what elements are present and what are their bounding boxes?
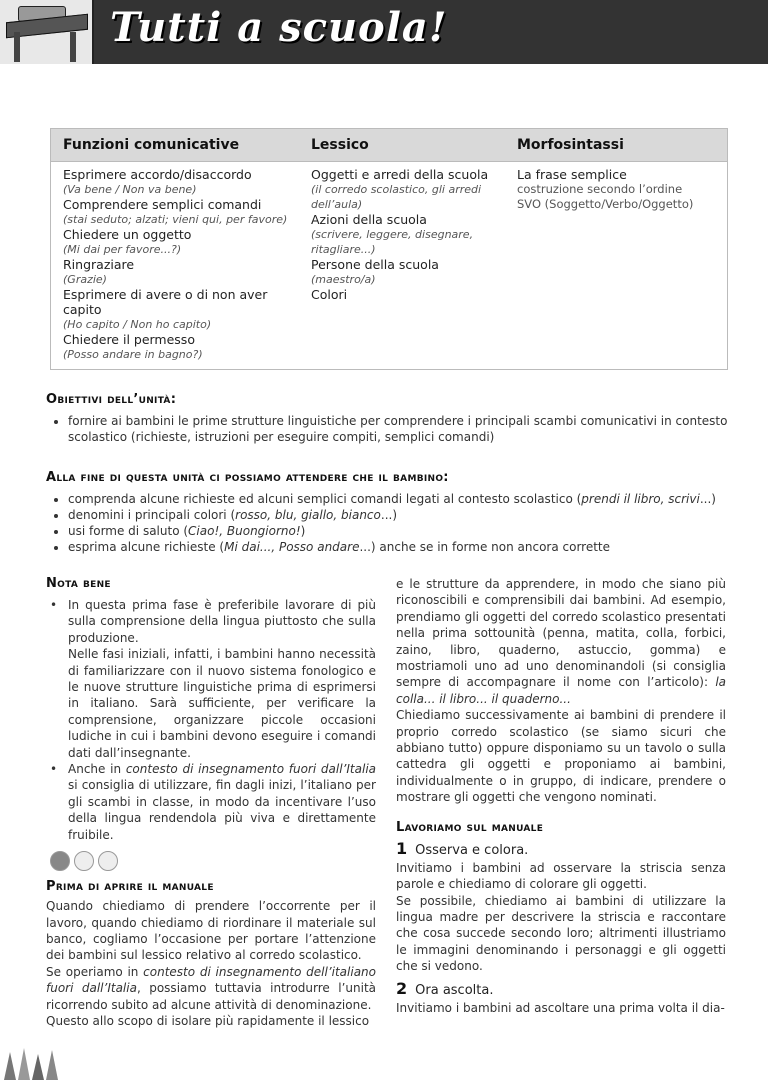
table-item-example: (Ho capito / Non ho capito) (63, 318, 212, 331)
column-heading: Morfosintassi (517, 137, 624, 153)
right-paragraph: Chiediamo successivamente ai bambini di prendere il proprio corredo scolastico (se siamo sicuri che abbiano tutto) oppure disponiamo su un tavolo o sulla cattedra gli oggetti e proponiamo ai bambini, individualmente o in gruppo, di indicare, prendere o mostrare gli oggetti che vengono nominati. (396, 708, 726, 805)
table-item-example: (scrivere, leggere, disegnare, ritagliare...) (311, 228, 474, 256)
nota-paragraph: • Anche in contesto di insegnamento fuori dall’Italia si consiglia di utilizzare, fin dagli inizi, l’italiano per gli scambi in classe, in modo da incentivare l’uso della lingua rendendola più viva e direttamente fruibile. (50, 762, 377, 842)
column-lessico (311, 129, 501, 302)
morfo-line: costruzione secondo l’ordine (517, 182, 683, 196)
circle-icon (74, 851, 94, 871)
page-title: Tutti a scuola! (110, 4, 448, 51)
table-item: Chiedere un oggetto (63, 227, 192, 242)
list-item: • fornire ai bambini le prime strutture linguistiche per comprendere i principali scambi comunicativi in contesto scolastico (richieste, istruzioni per eseguire compiti, semplici comandi) (68, 413, 736, 445)
column-funzioni (63, 129, 301, 362)
table-item: Comprendere semplici comandi (63, 197, 262, 212)
obiettivi-section (46, 392, 736, 445)
list-item: • usi forme di saluto (Ciao!, Buongiorno!) (68, 523, 736, 539)
list-item: • esprima alcune richieste (Mi dai..., Posso andare...) anche se in forme non ancora corrette (68, 539, 736, 555)
table-item: Ringraziare (63, 257, 135, 272)
table-item-example: (Va bene / Non va bene) (63, 183, 197, 196)
section-heading: Lavoriamo sul manuale (396, 819, 544, 835)
table-item: Esprimere accordo/disaccordo (63, 167, 252, 182)
prima-paragraph: Questo allo scopo di isolare più rapidamente il lessico (46, 1013, 370, 1028)
section-heading: Prima di aprire il manuale (46, 879, 214, 895)
activity-paragraph: Invitiamo i bambini ad ascoltare una prima volta il dia- (396, 1000, 725, 1015)
prima-paragraph: Quando chiediamo di prendere l’occorrente per il lavoro, quando chiediamo di riordinare il materiale sul banco, cogliamo l’occasione per portare l’attenzione dei bambini sul lessico relativo al corredo scolastico. (46, 899, 376, 963)
page-header (0, 0, 768, 64)
fine-section (46, 470, 736, 555)
activity-1: 1 Osserva e colora. (396, 838, 529, 858)
prima-paragraph: Se operiamo in contesto di insegnamento dell’italiano fuori dall’Italia, possiamo tuttavia introdurre l’unità ricorrendo subito ad alcune attività di denominazione. (46, 964, 377, 1012)
table-item-example: (il corredo scolastico, gli arredi dell’aula) (311, 183, 482, 211)
table-item: Colori (311, 287, 348, 302)
right-paragraph: e le strutture da apprendere, in modo che siano più riconoscibili e comprensibili dai bambini. Ad esempio, prendiamo gli oggetti del corredo scolastico presentati nella prima sottounità (penna, matita, colla, forbici, zaino, libro, quaderno, astuccio, gomma) e mostriamoli uno ad uno denominandoli (si consiglia sempre di accompagnare il nome con l’articolo): la colla... il libro... il quaderno... (396, 577, 726, 706)
nota-paragraph: • In questa prima fase è preferibile lavorare di più sulla comprensione della lingua piuttosto che sulla produzione. (50, 598, 376, 645)
left-column (46, 576, 376, 1029)
activity-paragraph: Invitiamo i bambini ad osservare la striscia senza parole e chiediamo di colorare gli oggetti. (396, 860, 726, 892)
table-item: Oggetti e arredi della scuola (311, 167, 489, 182)
column-heading: Funzioni comunicative (63, 137, 240, 153)
activity-2: 2 Ora ascolta. (396, 978, 494, 998)
circle-icon (98, 851, 118, 871)
column-heading: Lessico (311, 137, 369, 153)
progress-circles (46, 851, 376, 873)
table-item: Chiedere il permesso (63, 332, 195, 347)
competences-table (50, 128, 728, 370)
table-item-example: (stai seduto; alzati; vieni qui, per favore) (63, 213, 288, 226)
table-item: Azioni della scuola (311, 212, 427, 227)
list-item: • comprenda alcune richieste ed alcuni semplici comandi legati al contesto scolastico (prendi il libro, scrivi...) (68, 491, 736, 507)
activity-paragraph: Se possibile, chiediamo ai bambini di utilizzare la lingua madre per descrivere la striscia e raccontare che cosa succede secondo loro; altrimenti illustriamo le immagini denominando i personaggi e gli oggetti che si vedono. (396, 893, 726, 974)
section-heading: Obiettivi dell’unità: (46, 392, 177, 407)
section-heading: Alla fine di questa unità ci possiamo attendere che il bambino: (46, 470, 449, 485)
table-item-example: (Mi dai per favore...?) (63, 243, 182, 256)
desk-illustration (0, 0, 94, 64)
table-item-example: (Posso andare in bagno?) (63, 348, 203, 361)
right-column (396, 576, 726, 1016)
nota-paragraph: Nelle fasi iniziali, infatti, i bambini hanno necessità di familiarizzare con il nuovo sistema fonologico e le nuove strutture linguistiche prima di esprimersi in italiano. Sarà sufficiente, per verificare la comprensione, organizzare piccole occasioni ludiche in cui i bambini devono eseguire i comandi dati dall’insegnante. (68, 647, 376, 760)
circle-icon (50, 851, 70, 871)
table-item: Esprimere di avere o di non aver capito (63, 287, 268, 317)
column-morfosintassi (517, 129, 717, 212)
list-item: • denomini i principali colori (rosso, blu, giallo, bianco...) (68, 507, 736, 523)
table-item: Persone della scuola (311, 257, 439, 272)
table-item-example: (maestro/a) (311, 273, 376, 286)
section-heading: Nota bene (46, 576, 111, 591)
morfo-line: SVO (Soggetto/Verbo/Oggetto) (517, 197, 694, 211)
table-item-example: (Grazie) (63, 273, 107, 286)
morfo-title: La frase semplice (517, 167, 627, 182)
pencils-decoration (0, 1032, 60, 1080)
